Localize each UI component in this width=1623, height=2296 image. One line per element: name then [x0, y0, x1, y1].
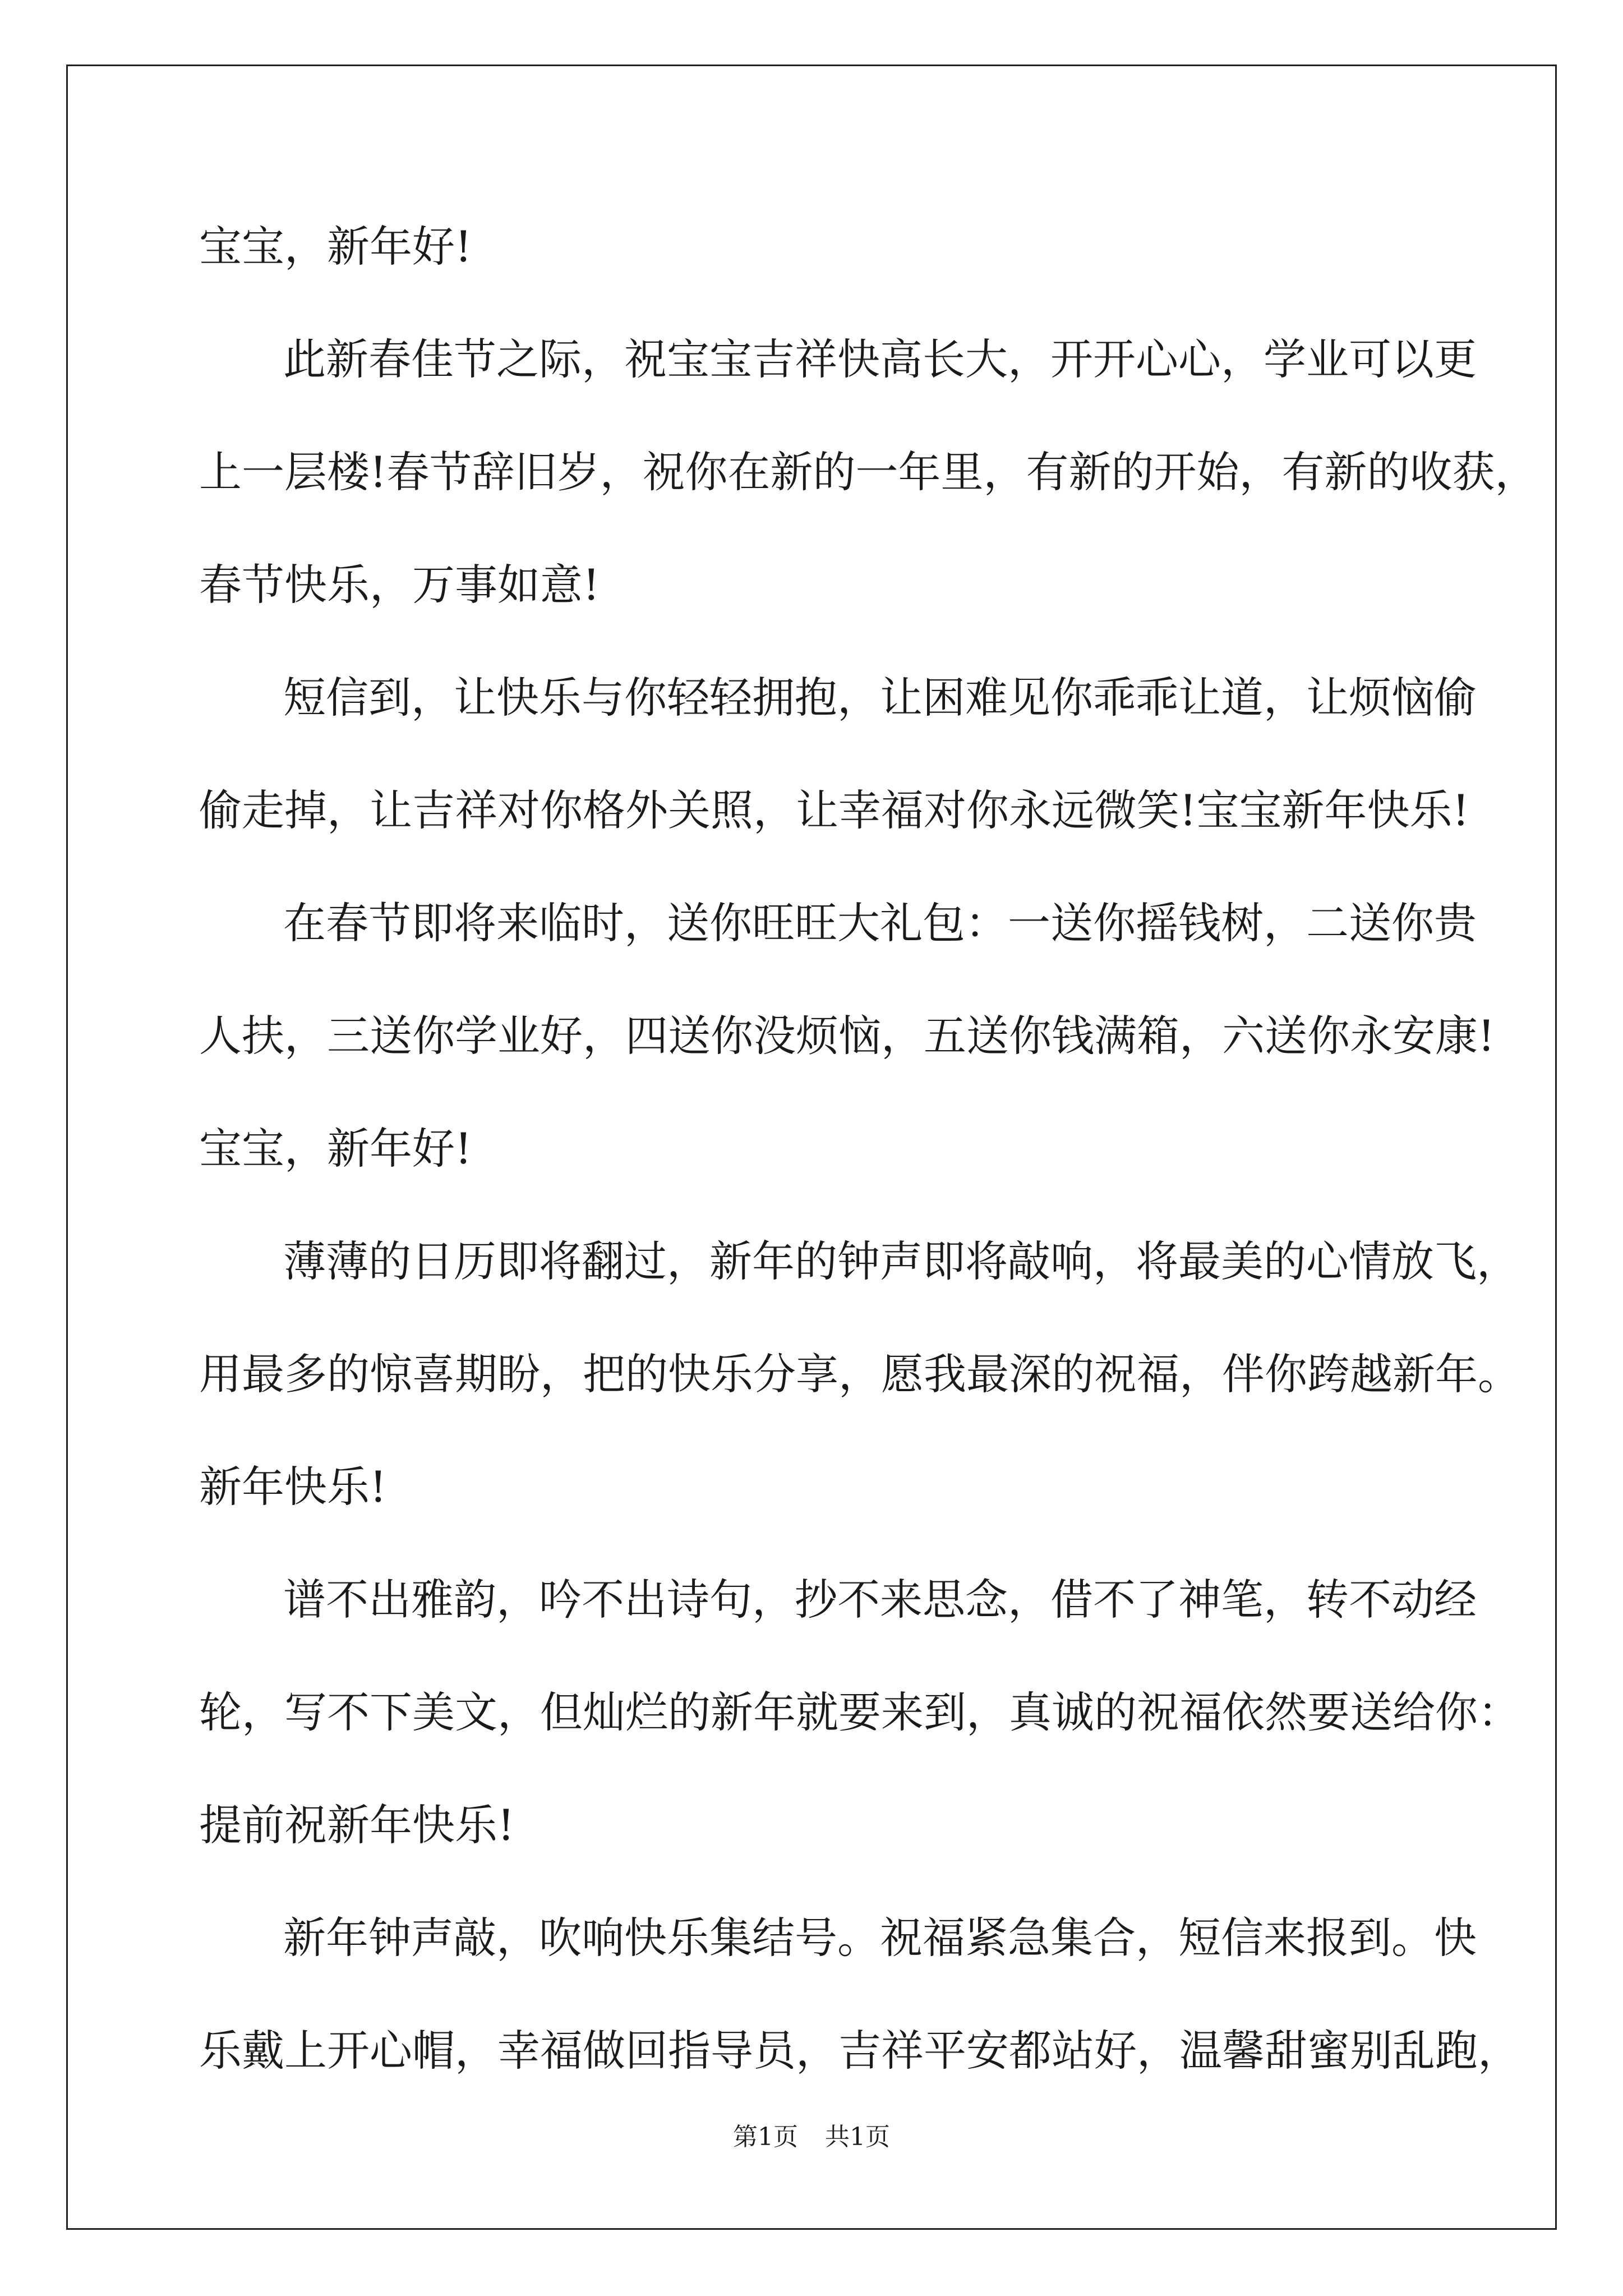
text-line: 春节快乐，万事如意! [199, 560, 600, 610]
text-line: 短信到，让快乐与你轻轻拥抱，让困难见你乖乖让道，让烦恼偷 [283, 673, 1477, 723]
text-line: 在春节即将来临时，送你旺旺大礼包：一送你摇钱树，二送你贵 [283, 898, 1477, 948]
text-line: 偷走掉，让吉祥对你格外关照，让幸福对你永远微笑!宝宝新年快乐! [199, 785, 1470, 835]
text-line: 用最多的惊喜期盼，把的快乐分享，愿我最深的祝福，伴你跨越新年。 [199, 1349, 1520, 1399]
text-line: 轮，写不下美文，但灿烂的新年就要来到，真诚的祝福依然要送给你： [199, 1687, 1520, 1737]
text-line: 上一层楼!春节辞旧岁，祝你在新的一年里，有新的开始，有新的收获， [199, 447, 1538, 497]
text-line: 人扶，三送你学业好，四送你没烦恼，五送你钱满箱，六送你永安康! [199, 1011, 1495, 1061]
text-line: 新年钟声敲，吹响快乐集结号。祝福紧急集合，短信来报到。快 [283, 1913, 1477, 1963]
text-line: 宝宝，新年好! [199, 1124, 472, 1174]
text-line: 新年快乐! [199, 1462, 387, 1512]
text-line: 乐戴上开心帽，幸福做回指导员，吉祥平安都站好，温馨甜蜜别乱跑， [199, 2026, 1520, 2076]
text-line: 此新春佳节之际，祝宝宝吉祥快高长大，开开心心，学业可以更 [283, 334, 1477, 384]
page-total: 共1页 [825, 2123, 890, 2151]
text-line: 宝宝，新年好! [199, 222, 472, 272]
page-footer [0, 2120, 1623, 2154]
text-line: 提前祝新年快乐! [199, 1800, 515, 1850]
page-number: 第1页 [733, 2123, 798, 2151]
document-body [199, 213, 1538, 2130]
text-line: 谱不出雅韵，吟不出诗句，抄不来思念，借不了神笔，转不动经 [283, 1575, 1477, 1625]
text-line: 薄薄的日历即将翻过，新年的钟声即将敲响，将最美的心情放飞， [283, 1236, 1519, 1286]
